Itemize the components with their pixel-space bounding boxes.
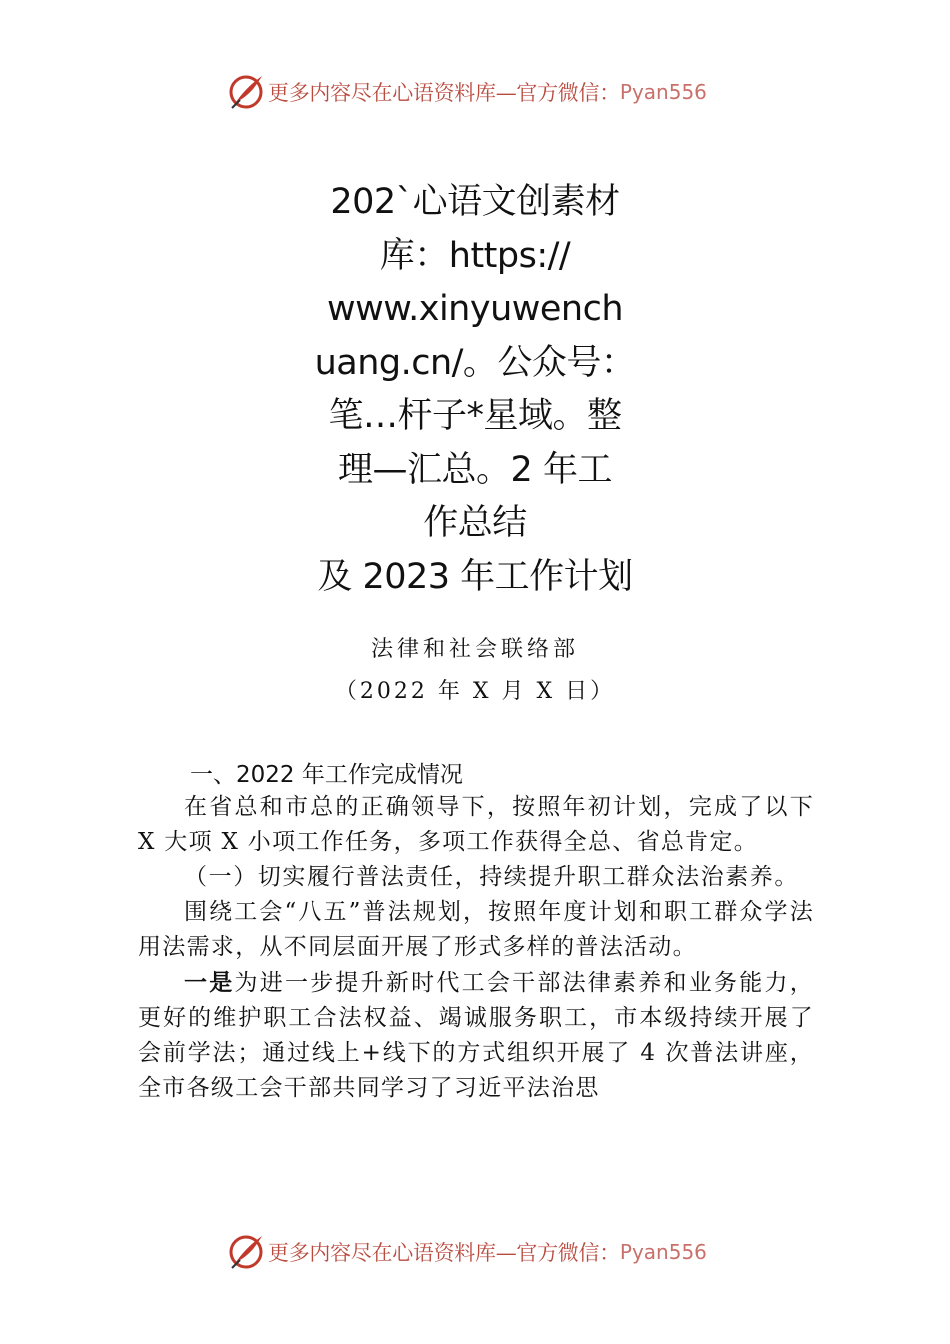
title-line: uang.cn/。公众号： [314, 342, 636, 383]
body-paragraph [138, 965, 814, 1106]
quill-logo-icon [226, 72, 266, 112]
watermark-slogan: 更多内容尽在心语资料库—官方微信： [268, 81, 620, 105]
title-line: 作总结 [423, 503, 527, 543]
paragraph-text: 为进一步提升新时代工会干部法律素养和业务能力，更好的维护职工合法权益、竭诚服务职工，市本级持续开展了会前学法；通过线上+线下的方式组织开展了 4 次普法讲座，全市各级工会干部共同学习了习近平法治思 [138, 970, 814, 1101]
title-line: 202`心语文创素材 [330, 182, 620, 222]
body-paragraph: 在省总和市总的正确领导下，按照年初计划，完成了以下 X 大项 X 小项工作任务，多项工作获得全总、省总肯定。 [138, 794, 814, 855]
watermark-wechat-id: Pyan556 [619, 1240, 707, 1264]
document-date: （2022 年 X 月 X 日） [334, 679, 616, 704]
title-line: 理—汇总。2 年工 [338, 449, 612, 490]
body-paragraph: 围绕工会“八五”普法规划，按照年度计划和职工群众学法用法需求，从不同层面开展了形式多样的普法活动。 [138, 899, 814, 960]
watermark-top [226, 72, 707, 112]
title-line: www.xinyuwench [326, 289, 624, 329]
title-line: 库：https:// [379, 235, 571, 276]
paragraph-lead: 一是 [184, 969, 235, 996]
watermark-wechat-id: Pyan556 [619, 80, 707, 104]
watermark-bottom [226, 1232, 707, 1272]
watermark-slogan: 更多内容尽在心语资料库—官方微信： [268, 1241, 620, 1265]
document-body [138, 790, 814, 1106]
title-line: 笔…杆子*星域。整 [328, 396, 622, 436]
section-heading: 一、2022 年工作完成情况 [190, 762, 463, 788]
title-line: 及 2023 年工作计划 [317, 556, 633, 597]
department-name: 法律和社会联络部 [370, 637, 579, 662]
quill-logo-icon [226, 1232, 266, 1272]
subsection-heading: （一）切实履行普法责任，持续提升职工群众法治素养。 [184, 864, 799, 890]
document-title [300, 176, 650, 604]
